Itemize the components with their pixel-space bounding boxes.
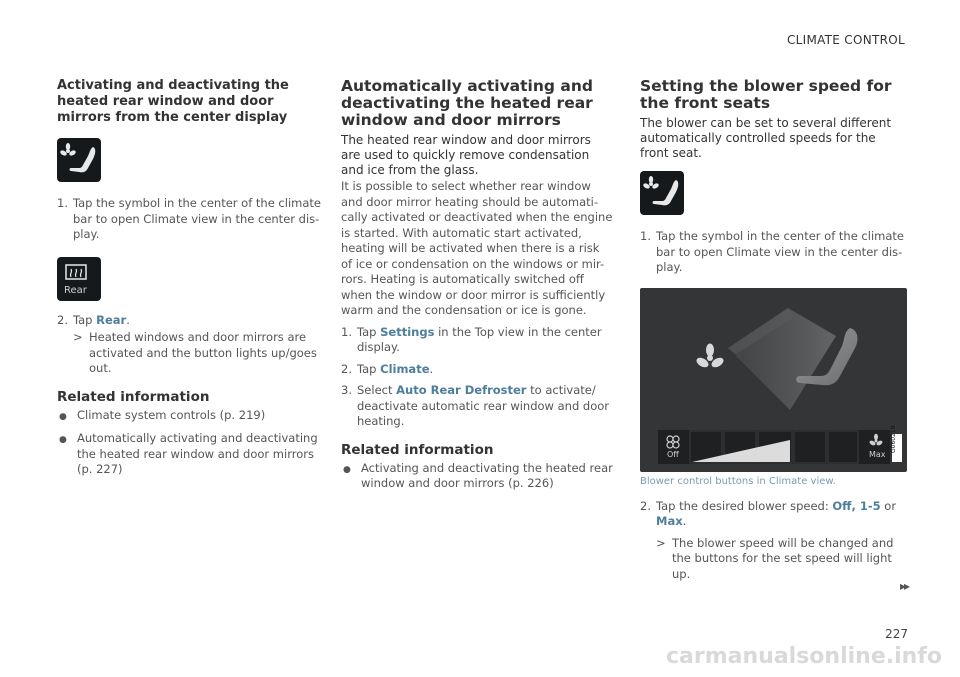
related-heading: Related information — [57, 388, 210, 405]
step-text-prefix: Select — [357, 383, 397, 397]
related-heading: Related information — [341, 441, 494, 458]
step-1 — [341, 325, 613, 356]
speed-ref: 1-5 — [859, 498, 881, 513]
figure-caption: Blower control buttons in Climate view. — [640, 475, 836, 487]
section-heading: Automatically activating and deactivating the heated rear window and door mirrors — [341, 77, 593, 129]
related-link[interactable]: Automatically activating and deactivating the heated rear window and door mirrors (p. 227) — [77, 431, 318, 476]
step-text-prefix: Tap — [357, 324, 381, 339]
result-text: The blower speed will be changed and the buttons for the set speed will light up. — [672, 535, 894, 581]
step-2 — [341, 362, 613, 378]
step-number: 3. — [341, 383, 352, 397]
off-button-label: Off — [667, 449, 679, 459]
step-text-suffix: . — [126, 312, 130, 327]
result-text: Heated windows and door mirrors are activated and the button lights up/goes out. — [89, 330, 317, 375]
step-result — [73, 330, 323, 377]
step-1 — [640, 229, 908, 276]
related-link[interactable]: Climate system controls (p. 219) — [77, 407, 266, 422]
max-ref: Max — [656, 514, 683, 528]
watermark: carmanualsonline.info — [666, 644, 942, 669]
step-result — [656, 536, 908, 583]
column-3 — [640, 78, 908, 582]
lead-text: The blower can be set to several different automatically controlled speeds for the front seat. — [640, 116, 892, 160]
max-button-label: Max — [869, 449, 886, 459]
seat-fan-icon — [57, 138, 101, 182]
settings-ref: Settings — [380, 324, 435, 339]
seat-fan-icon — [640, 171, 684, 215]
related-item[interactable]: ● Automatically activating and deactivating the heated rear window and door mirrors (p. 227) — [57, 431, 323, 478]
section-heading: Activating and deactivating the heated rear window and door mirrors from the center display — [57, 78, 289, 125]
step-text-suffix: in the Top view in the center display. — [357, 324, 602, 354]
separator: , — [851, 498, 860, 513]
step-2 — [640, 499, 908, 530]
step-text-suffix: . — [429, 361, 434, 376]
blower-level-bars — [690, 431, 858, 463]
step-text: Tap the symbol in the center of the climate bar to open Climate view in the center dis-play. — [73, 196, 321, 241]
result-arrow: > — [73, 330, 83, 344]
step-number: 1. — [640, 229, 651, 243]
related-link[interactable]: Activating and deactivating the heated rear window and door mirrors (p. 226) — [361, 460, 613, 490]
next-page-icon[interactable]: ▸▸ — [899, 579, 908, 593]
off-ref: Off — [832, 498, 852, 513]
step-3 — [341, 383, 613, 430]
step-text-suffix: . — [682, 514, 687, 528]
section-heading: Setting the blower speed for the front seats — [640, 77, 892, 112]
body-text: It is possible to select whether rear window and door mirror heating should be automati-cally activated or deactivated when the engine is started. With automatic start activated, heating will be activated when there is a risk of ice or condensation on the windows or mir-rors. Heating is automatically switched off when the window or door mirror is sufficiently warm and the condensation or ice is gone. — [341, 179, 613, 317]
rear-icon-label: Rear — [64, 284, 87, 296]
step-text-prefix: Tap — [357, 361, 381, 376]
page-number: 227 — [885, 627, 908, 641]
step-number: 1. — [57, 196, 68, 210]
column-1 — [57, 78, 323, 478]
step-text: Tap the symbol in the center of the climate bar to open Climate view in the center dis-play. — [656, 229, 904, 274]
step-text-prefix: Tap — [73, 312, 97, 327]
step-number: 2. — [640, 498, 651, 513]
column-2 — [341, 78, 613, 492]
step-text-prefix: Tap the desired blower speed: — [656, 498, 833, 513]
figure-code: G060219 — [890, 424, 897, 453]
related-item[interactable]: ● Climate system controls (p. 219) — [57, 408, 323, 426]
rear-button-ref: Rear — [96, 312, 127, 327]
step-2 — [57, 313, 323, 329]
step-text-suffix: to activate/ deactivate automatic rear window and door heating. — [357, 383, 610, 428]
step-number: 1. — [341, 324, 352, 339]
or-text: or — [880, 498, 897, 513]
step-number: 2. — [57, 312, 68, 327]
climate-ref: Climate — [380, 361, 430, 376]
step-number: 2. — [341, 361, 352, 376]
step-1 — [57, 196, 323, 243]
result-arrow: > — [656, 535, 666, 550]
rear-defroster-icon — [57, 257, 101, 301]
climate-view-screenshot — [640, 288, 907, 472]
section-header: CLIMATE CONTROL — [786, 33, 905, 47]
lead-text: The heated rear window and door mirrors are used to quickly remove condensation and ice from the glass. — [341, 133, 591, 177]
auto-rear-defroster-ref: Auto Rear Defroster — [396, 383, 527, 397]
related-item[interactable]: ● Activating and deactivating the heated rear window and door mirrors (p. 226) — [343, 460, 613, 490]
